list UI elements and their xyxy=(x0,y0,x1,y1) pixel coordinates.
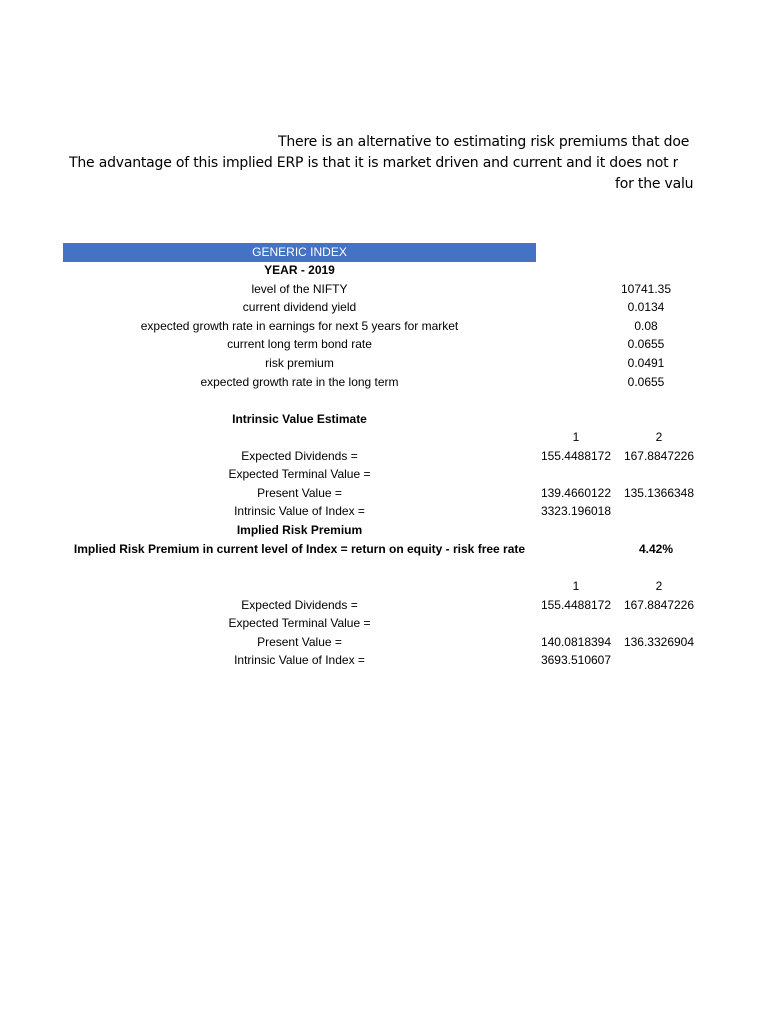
input-value-growth-5y: 0.08 xyxy=(634,319,658,333)
block1-terminal-label: Expected Terminal Value = xyxy=(228,467,371,481)
implied-value: 4.42% xyxy=(638,542,674,556)
implied-label: Implied Risk Premium in current level of Index = return on equity - risk free rate xyxy=(73,542,526,556)
intro-line-1: There is an alternative to estimating risk premiums that doe xyxy=(278,134,690,150)
block2-col-1: 1 xyxy=(572,579,580,593)
input-value-risk-premium: 0.0491 xyxy=(627,356,665,370)
block1-dividend-2: 167.8847226 xyxy=(623,449,695,463)
block1-dividends-label: Expected Dividends = xyxy=(241,449,358,463)
block2-dividends-label: Expected Dividends = xyxy=(241,598,358,612)
block1-present-value-label: Present Value = xyxy=(257,486,342,500)
block1-present-value-1: 139.4660122 xyxy=(540,486,612,500)
table-header-banner: GENERIC INDEX xyxy=(63,243,536,262)
input-value-nifty: 10741.35 xyxy=(620,282,672,296)
block1-col-2: 2 xyxy=(655,430,663,444)
input-value-growth-long: 0.0655 xyxy=(627,375,665,389)
block2-col-2: 2 xyxy=(655,579,663,593)
block1-intrinsic-value: 3323.196018 xyxy=(540,504,612,518)
intro-line-2: The advantage of this implied ERP is that it is market driven and current and it does not r xyxy=(69,155,679,171)
block2-dividend-2: 167.8847226 xyxy=(623,598,695,612)
input-value-bond-rate: 0.0655 xyxy=(627,337,665,351)
input-value-dividend-yield: 0.0134 xyxy=(627,300,665,314)
block2-terminal-label: Expected Terminal Value = xyxy=(228,616,371,630)
block1-dividend-1: 155.4488172 xyxy=(540,449,612,463)
implied-title: Implied Risk Premium xyxy=(236,523,363,537)
block2-present-value-2: 136.3326904 xyxy=(623,635,695,649)
block1-present-value-2: 135.1366348 xyxy=(623,486,695,500)
input-label-bond-rate: current long term bond rate xyxy=(227,337,372,351)
input-label-growth-5y: expected growth rate in earnings for next 5 years for market xyxy=(140,319,459,333)
block1-intrinsic-label: Intrinsic Value of Index = xyxy=(234,504,365,518)
year-label: YEAR - 2019 xyxy=(264,263,335,277)
input-label-growth-long: expected growth rate in the long term xyxy=(200,375,399,389)
block2-dividend-1: 155.4488172 xyxy=(540,598,612,612)
input-label-risk-premium: risk premium xyxy=(265,356,334,370)
block2-intrinsic-label: Intrinsic Value of Index = xyxy=(234,653,365,667)
input-label-dividend-yield: current dividend yield xyxy=(242,300,357,314)
block2-present-value-1: 140.0818394 xyxy=(540,635,612,649)
block2-intrinsic-value: 3693.510607 xyxy=(540,653,612,667)
block1-col-1: 1 xyxy=(572,430,580,444)
input-label-nifty: level of the NIFTY xyxy=(251,282,348,296)
block2-present-value-label: Present Value = xyxy=(257,635,342,649)
intro-line-3: for the valu xyxy=(615,176,694,192)
intrinsic-title: Intrinsic Value Estimate xyxy=(232,412,367,426)
